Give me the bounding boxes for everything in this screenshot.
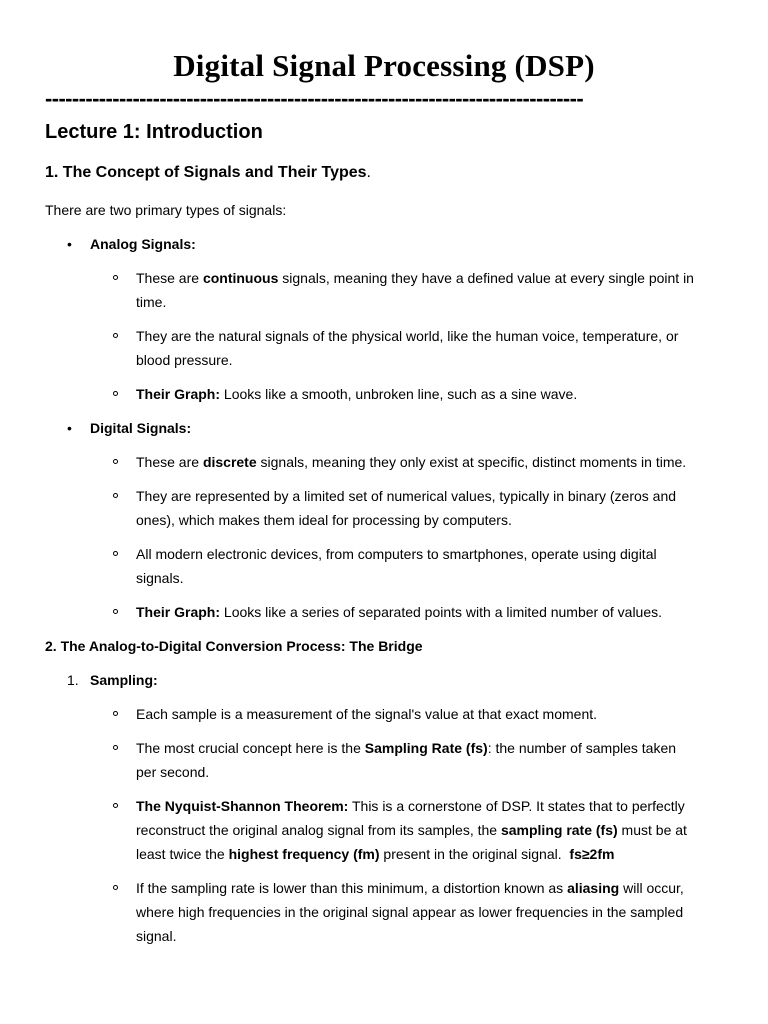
analog-signals-label: Analog Signals: bbox=[90, 236, 196, 252]
section-1-heading: 1. The Concept of Signals and Their Types. bbox=[45, 164, 371, 181]
bullet-icon: • bbox=[67, 236, 72, 252]
dashed-divider: -------------------------------------------------------------------------------- bbox=[45, 86, 584, 111]
circle-bullet-icon bbox=[113, 459, 118, 464]
digital-signals-label: Digital Signals: bbox=[90, 420, 192, 436]
circle-bullet-icon bbox=[113, 885, 118, 890]
document-title: Digital Signal Processing (DSP) bbox=[173, 48, 595, 83]
circle-bullet-icon bbox=[113, 275, 118, 280]
circle-bullet-icon bbox=[113, 493, 118, 498]
section-2-heading: 2. The Analog-to-Digital Conversion Process: The Bridge bbox=[45, 638, 423, 654]
circle-bullet-icon bbox=[113, 609, 118, 614]
list-number: 1. bbox=[67, 672, 79, 688]
circle-bullet-icon bbox=[113, 711, 118, 716]
bullet-icon: • bbox=[67, 420, 72, 436]
circle-bullet-icon bbox=[113, 391, 118, 396]
lecture-heading: Lecture 1: Introduction bbox=[45, 121, 263, 143]
circle-bullet-icon bbox=[113, 551, 118, 556]
sampling-label: Sampling: bbox=[90, 672, 158, 688]
circle-bullet-icon bbox=[113, 745, 118, 750]
circle-bullet-icon bbox=[113, 333, 118, 338]
document-page: Digital Signal Processing (DSP) -------------------------------------------------------------------------------- Lecture 1: Introduction 1. The Concept of Signals and Their Types. There are two primary types of signals: • Analog Signals: These are continuous signals, meaning they have a defined value at every single point in time. They are the natural signals of the physical world, like the human voice, temperature, or blood pressure. Their Graph: Looks like a smooth, unbroken line, such as a sine wave. • Digital Signals: These are discrete signals, meaning they only exist at specific, distinct moments in time. They are represented by a limited set of numerical values, typically in binary (zeros and ones), which makes them ideal for processing by computers. All modern electronic devices, from computers to smartphones, operate using digital signals. Their Graph: Looks like a series of separated points with a limited number of values. 2. The Analog-to-Digital Conversion Process: The Bridge 1. Sampling: Each sample is a measurement of the signal's value at that exact moment. The most crucial concept here is the Sampling Rate (fs): the number of samples taken per second. The Nyquist-Shannon Theorem: This is a cornerstone of DSP. It states that to perfectly reconstruct the original analog signal from its samples, the sampling rate (fs) must be at least twice the highest frequency (fm) present in the original signal. fs≥2fm If the sampling rate is lower than this minimum, a distortion known as aliasing will occur, where high frequencies in the original signal appear as lower frequencies in the sampled signal. bbox=[0, 0, 768, 1024]
section-1-intro: There are two primary types of signals: bbox=[45, 202, 287, 218]
nyquist-formula: fs≥2fm bbox=[569, 846, 615, 862]
circle-bullet-icon bbox=[113, 803, 118, 808]
